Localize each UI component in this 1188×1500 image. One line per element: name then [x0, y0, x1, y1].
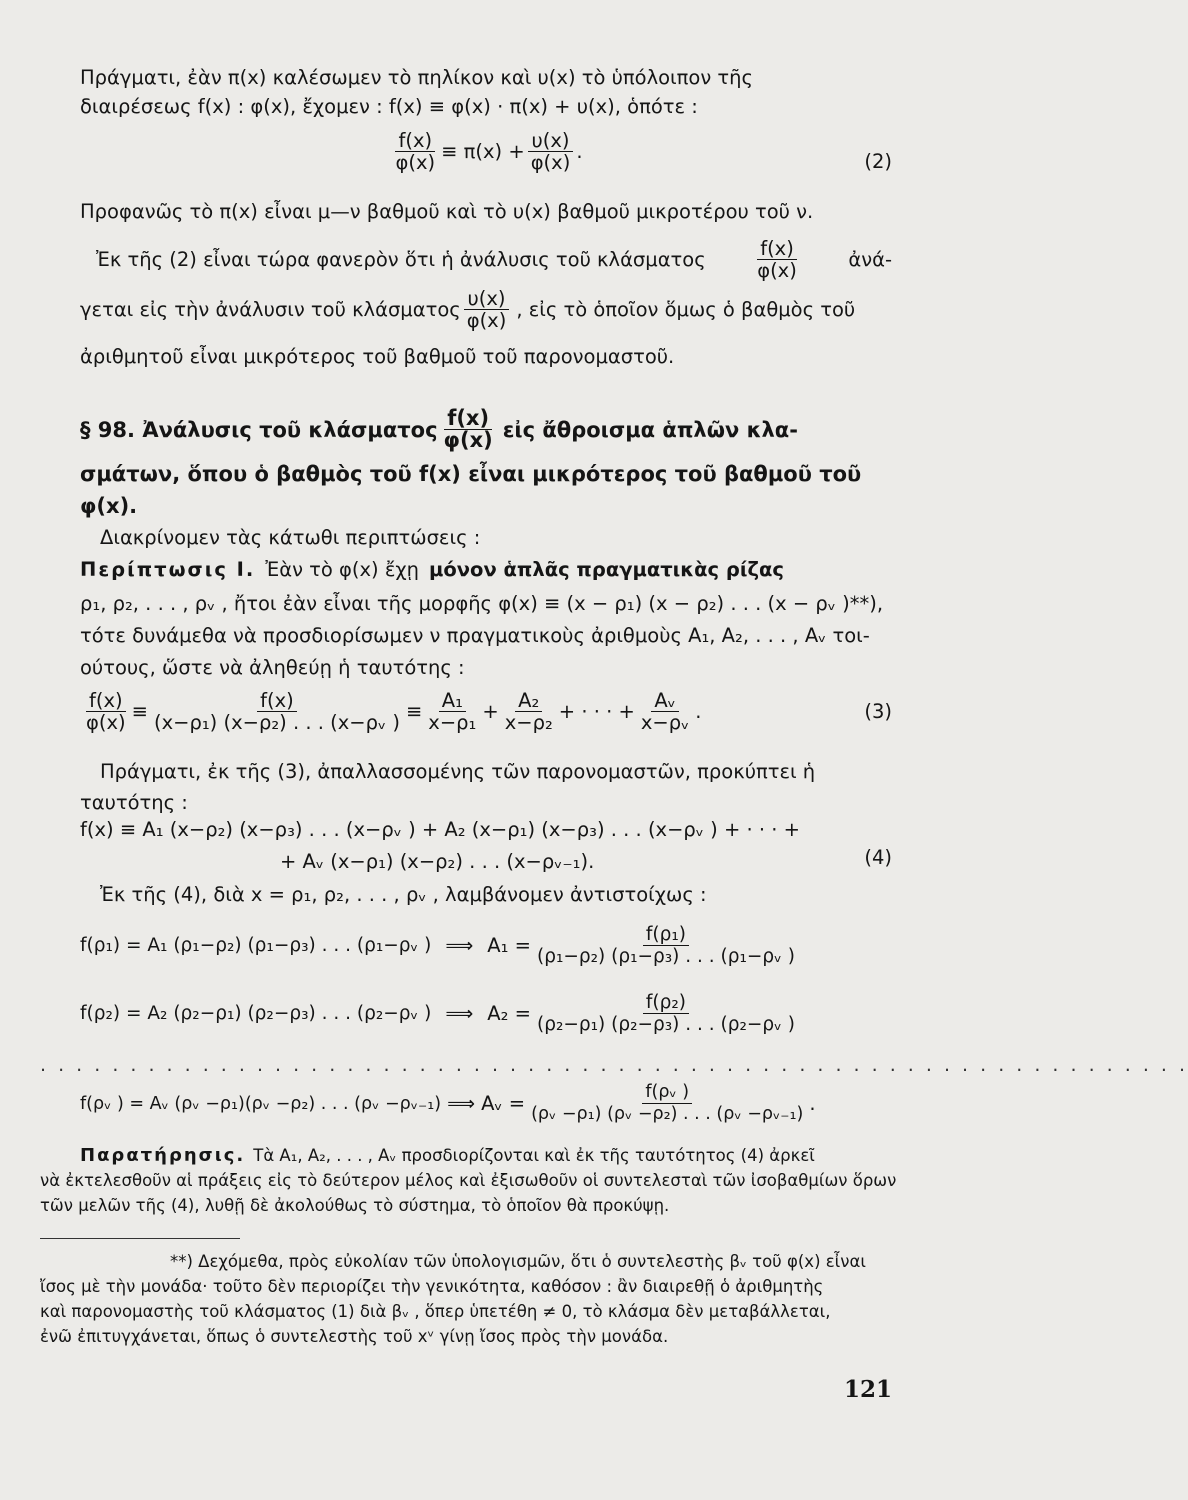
remark-line: τῶν μελῶν τῆς (4), λυθῇ δὲ ἀκολούθως τὸ σύστημα, τὸ ὁποῖον θὰ προκύψῃ. — [40, 1196, 670, 1215]
case-label: Περίπτωσις Ι. — [80, 558, 256, 581]
footnote-line: **) Δεχόμεθα, πρὸς εὐκολίαν τῶν ὑπολογισμῶν, ὅτι ὁ συντελεστὴς βᵥ τοῦ φ(x) εἶναι — [170, 1252, 866, 1271]
text-line: Προφανῶς τὸ π(x) εἶναι μ—ν βαθμοῦ καὶ τὸ υ(x) βαθμοῦ μικροτέρου τοῦ ν. — [80, 200, 814, 223]
footnote-rule — [40, 1238, 240, 1239]
equation-4-line2: + Aᵥ (x−ρ₁) (x−ρ₂) . . . (x−ρᵥ₋₁). — [280, 850, 595, 873]
result-row-2: f(ρ₂) = A₂ (ρ₂−ρ₁) (ρ₂−ρ₃) . . . (ρ₂−ρᵥ ) ⟹ A₂ = $\frac{\text{f(ρ₂)}}{\text{(ρ₂−ρ₁) (ρ₂−ρ₃) . . . (ρ₂−ρᵥ )}}$ — [80, 992, 795, 1035]
text-line: Περίπτωσις Ι. Ἐὰν τὸ φ(x) ἔχῃ μόνον ἁπλᾶς πραγματικὰς ρίζας — [80, 558, 784, 581]
footnote-line: ἴσος μὲ τὴν μονάδα· τοῦτο δὲν περιορίζει τὴν γενικότητα, καθόσον : ἂν διαιρεθῇ ὁ ἀριθμητὴς — [40, 1277, 824, 1296]
footnote-line: ἐνῶ ἐπιτυγχάνεται, ὅπως ὁ συντελεστὴς τοῦ xᵛ γίνῃ ἴσος πρὸς τὴν μονάδα. — [40, 1327, 669, 1346]
text-line: Πράγματι, ἐὰν π(x) καλέσωμεν τὸ πηλίκον καὶ υ(x) τὸ ὑπόλοιπον τῆς — [80, 66, 753, 89]
remark-line: Παρατήρησις. Τὰ A₁, A₂, . . . , Aᵥ προσδιορίζονται καὶ ἐκ τῆς ταυτότητος (4) ἀρκεῖ — [80, 1145, 815, 1166]
footnote-line: καὶ παρονομαστὴς τοῦ κλάσματος (1) διὰ βᵥ , ὅπερ ὑπετέθη ≠ 0, τὸ κλάσμα δὲν μεταβάλλεται, — [40, 1302, 831, 1321]
text-line: Ἐκ τῆς (4), διὰ x = ρ₁, ρ₂, . . . , ρᵥ , λαμβάνομεν ἀντιστοίχως : — [100, 883, 707, 906]
equation-2: $\frac{f(x)}{\varphi(x)}$ ≡ π(x) + $\frac{\upsilon(x)}{\varphi(x)}$ . — [80, 130, 892, 173]
section-heading: φ(x). — [80, 494, 138, 518]
equation-number: (3) — [864, 700, 892, 723]
fraction: $\frac{f(x)}{\varphi(x)}$ — [395, 129, 436, 174]
text-line: ούτους, ὥστε νὰ ἀληθεύῃ ἡ ταυτότης : — [80, 656, 465, 679]
equation-text: ≡ π(x) + — [441, 140, 525, 163]
text-line: διαιρέσεως f(x) : φ(x), ἔχομεν : f(x) ≡ φ(x) · π(x) + υ(x), ὁπότε : — [80, 95, 698, 118]
text-line: ἀριθμητοῦ εἶναι μικρότερος τοῦ βαθμοῦ τοῦ παρονομαστοῦ. — [80, 345, 675, 368]
remark-label: Παρατήρησις. — [80, 1145, 246, 1166]
fraction: $\frac{\upsilon(x)}{\varphi(x)}$ — [528, 130, 574, 173]
text-line: ρ₁, ρ₂, . . . , ρᵥ , ἤτοι ἐὰν εἶναι τῆς μορφῆς φ(x) ≡ (x − ρ₁) (x − ρ₂) . . . (x − ρᵥ )**), — [80, 592, 884, 615]
text-line: Διακρίνομεν τὰς κάτωθι περιπτώσεις : — [100, 526, 481, 549]
text-line: ταυτότης : — [80, 791, 188, 814]
section-heading: § 98. Ἀνάλυσις τοῦ κλάσματος $\frac{f(x)}{\varphi(x)}$ εἰς ἄθροισμα ἁπλῶν κλα- — [80, 406, 798, 452]
remark-line: νὰ ἐκτελεσθοῦν αἱ πράξεις εἰς τὸ δεύτερον μέλος καὶ ἐξισωθοῦν οἱ συντελεσταὶ τῶν ἰσοβαθμίων ὅρων — [40, 1171, 897, 1190]
equation-number: (4) — [864, 846, 892, 869]
page-number: 121 — [843, 1376, 892, 1403]
dotted-row: . . . . . . . . . . . . . . . . . . . . . . . . . . . . . . . . . . . . . . . . . . . . . . . . . . . . . . . . . . . . . . . . — [40, 1054, 1188, 1076]
result-row-v: f(ρᵥ ) = Aᵥ (ρᵥ −ρ₁)(ρᵥ −ρ₂) . . . (ρᵥ −ρᵥ₋₁) ⟹ Aᵥ = $\frac{\text{f(ρᵥ )}}{\text{(ρᵥ −ρ₁) (ρᵥ −ρ₂) . . . (ρᵥ −ρᵥ₋₁)}}$ . — [80, 1082, 816, 1124]
text-line: τότε δυνάμεθα νὰ προσδιορίσωμεν ν πραγματικοὺς ἀριθμοὺς A₁, A₂, . . . , Aᵥ τοι- — [80, 624, 870, 647]
equation-3: $\frac{f(x)}{\varphi(x)}$ ≡ $\frac{f(x)}{\text{(x−ρ₁) (x−ρ₂) . . . (x−ρᵥ )}}$ ≡ $\frac{\text{A₁}}{\text{x−ρ₁}}$ + $\frac{\text{A₂}}{\text{x−ρ₂}}$ + · · · + $\frac{\text{Aᵥ}}{\text{x−ρᵥ}}$ . — [86, 689, 702, 734]
text-line: Πράγματι, ἐκ τῆς (3), ἀπαλλασσομένης τῶν παρονομαστῶν, προκύπτει ἡ — [100, 760, 816, 783]
result-row-1: f(ρ₁) = A₁ (ρ₁−ρ₂) (ρ₁−ρ₃) . . . (ρ₁−ρᵥ ) ⟹ A₁ = $\frac{\text{f(ρ₁)}}{\text{(ρ₁−ρ₂) (ρ₁−ρ₃) . . . (ρ₁−ρᵥ )}}$ — [80, 924, 795, 967]
text-line: Ἐκ τῆς (2) εἶναι τώρα φανερὸν ὅτι ἡ ἀνάλυσις τοῦ κλάσματος $\frac{f(x)}{\varphi(x)}$ ἀνά- — [96, 237, 892, 282]
section-heading: σμάτων, ὅπου ὁ βαθμὸς τοῦ f(x) εἶναι μικρότερος τοῦ βαθμοῦ τοῦ — [80, 462, 862, 486]
equation-number: (2) — [864, 150, 892, 173]
equation-4-line1: f(x) ≡ A₁ (x−ρ₂) (x−ρ₃) . . . (x−ρᵥ ) + A₂ (x−ρ₁) (x−ρ₃) . . . (x−ρᵥ ) + · · · + — [80, 818, 801, 841]
text-line: γεται εἰς τὴν ἀνάλυσιν τοῦ κλάσματος $\frac{\upsilon(x)}{\varphi(x)}$ , εἰς τὸ ὁποῖον ὅμως ὁ βαθμὸς τοῦ — [80, 287, 856, 332]
